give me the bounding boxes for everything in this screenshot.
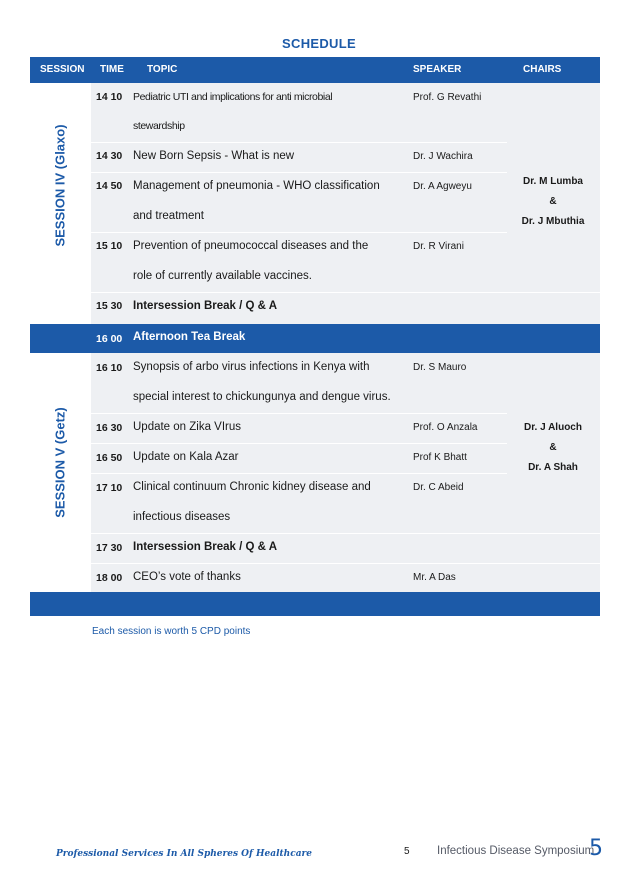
session-5-time-1: 16 10 [96, 362, 123, 374]
session-5-chair-amp: & [549, 442, 557, 453]
tea-break-time: 16 00 [96, 333, 123, 345]
session-5-chairs [508, 418, 598, 478]
page-title: SCHEDULE [282, 36, 356, 51]
session-4-time-5: 15 30 [96, 300, 123, 312]
session-4-topic-1b: stewardship [133, 120, 185, 132]
session-4-chairs [508, 172, 598, 232]
session-5-speaker-2: Prof. O Anzala [413, 422, 478, 433]
session-5-topic-1a: Synopsis of arbo virus infections in Kenya with [133, 361, 370, 373]
session-5-time-5: 17 30 [96, 542, 123, 554]
session-5-topic-4b: infectious diseases [133, 511, 231, 523]
speaker-column-bg [405, 83, 507, 324]
session-5-topic-3: Update on Kala Azar [133, 451, 239, 463]
session-4-topic-3a: Management of pneumonia - WHO classification [133, 180, 380, 192]
session-5-time-4: 17 10 [96, 482, 123, 494]
table-header [30, 57, 600, 83]
session-4-speaker-4: Dr. R Virani [413, 241, 464, 252]
page-number: 5 [404, 846, 410, 857]
session-5-topic-4a: Clinical continuum Chronic kidney disease and [133, 481, 371, 493]
footer-tagline: Professional Services In All Spheres Of Healthcare [56, 849, 312, 859]
session-4-topic-5: Intersession Break / Q & A [133, 300, 278, 312]
session-5-topic-1b: special interest to chickungunya and dengue virus. [133, 391, 391, 403]
cpd-note: Each session is worth 5 CPD points [92, 626, 251, 637]
session-5-speaker-1: Dr. S Mauro [413, 362, 467, 373]
table-footer-band [30, 592, 600, 616]
col-chairs: CHAIRS [523, 64, 562, 75]
footer-event-number: 5 [589, 836, 603, 861]
session-4-speaker-1: Prof. G Revathi [413, 92, 482, 103]
session-5-speaker-6: Mr. A Das [413, 572, 456, 583]
session-4-topic-4a: Prevention of pneumococcal diseases and the [133, 240, 369, 252]
col-session: SESSION [40, 64, 85, 75]
col-time: TIME [100, 64, 124, 75]
session-5-time-3: 16 50 [96, 452, 123, 464]
session-5-chair-2: Dr. A Shah [528, 462, 578, 473]
session-5-topic-2: Update on Zika VIrus [133, 421, 242, 433]
session-4-topic-2: New Born Sepsis - What is new [133, 150, 295, 162]
tea-break-topic: Afternoon Tea Break [133, 331, 246, 343]
session-4-time-2: 14 30 [96, 150, 123, 162]
session-4-label: SESSION IV (Glaxo) [52, 124, 68, 247]
session-4-topic-3b: and treatment [133, 210, 204, 222]
session-5-topic-6: CEO’s vote of thanks [133, 571, 241, 583]
session-4-speaker-3: Dr. A Agweyu [413, 181, 472, 192]
time-column-bg [91, 83, 129, 324]
session-4-topic-4b: role of currently available vaccines. [133, 270, 312, 282]
col-speaker: SPEAKER [413, 64, 462, 75]
session-4-speaker-2: Dr. J Wachira [413, 151, 473, 162]
session-4-chair-amp: & [549, 196, 557, 207]
session-4-topic-1a: Pediatric UTI and implications for anti microbial [133, 91, 333, 103]
session-4-chair-1: Dr. M Lumba [522, 176, 583, 187]
session-4-time-4: 15 10 [96, 240, 123, 252]
session-4-time-1: 14 10 [96, 91, 123, 103]
col-topic: TOPIC [147, 64, 178, 75]
session-5-topic-5: Intersession Break / Q & A [133, 541, 278, 553]
session-4-time-3: 14 50 [96, 180, 123, 192]
session-5-time-2: 16 30 [96, 422, 123, 434]
session-5-chair-1: Dr. J Aluoch [524, 422, 582, 433]
session-5-speaker-3: Prof K Bhatt [413, 452, 467, 463]
footer-event-name: Infectious Disease Symposium [437, 845, 595, 857]
session-5-time-6: 18 00 [96, 572, 123, 584]
session-5-speaker-4: Dr. C Abeid [413, 482, 464, 493]
session-4-chair-2: Dr. J Mbuthia [521, 216, 585, 227]
session-5-label: SESSION V (Getz) [52, 407, 68, 518]
